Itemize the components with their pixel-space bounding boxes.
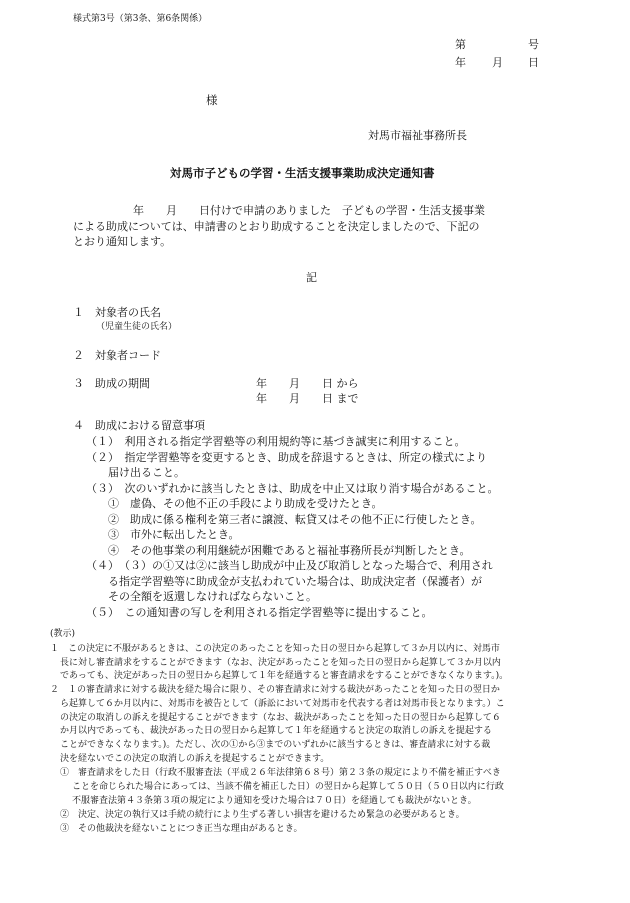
item-subject-name: １ 対象者の氏名 [73,306,161,319]
note-3-4: ④ その他事業の利用継続が困難であると福祉事務所長が判断したとき。 [108,544,471,557]
teaching-sub-3: ③ その他裁決を経ないことにつき正当な理由があるとき。 [60,824,303,834]
date-year-label: 年 [455,56,466,69]
note-3-1: ① 虚偽、その他不正の手段により助成を受けたとき。 [108,497,383,510]
body-line-1: 年 月 日付けで申請のありました 子どもの学習・生活支援事業 [133,204,485,217]
note-3-2: ② 助成に係る権利を第三者に譲渡、転貸又はその他不正に行使したとき。 [108,513,482,526]
teaching-2b: ら起算して６か月以内に、対馬市を被告として（訴訟において対馬市を代表する者は対馬市長となります。）こ [60,699,505,709]
period-from: 年 月 日 から [256,377,359,390]
teaching-2f: 決を経ないでこの決定の取消しの訴えを提起することができます。 [60,754,330,764]
note-2a: （２） 指定学習塾等を変更するとき、助成を辞退するときは、所定の様式により [86,451,488,464]
teaching-sub-1b: ことを命じられた場合にあっては、当該不備を補正した日）の翌日から起算して５０日（５０日以内に行政 [72,782,504,792]
item-subject-code: ２ 対象者コード [73,349,161,362]
item-period: ３ 助成の期間 [73,377,150,390]
issuer-name: 対馬市福祉事務所長 [368,129,467,142]
date-day-label: 日 [528,56,539,69]
teaching-2c: の決定の取消しの訴えを提起することができます（なお、裁決があったことを知った日の翌日から起算して６ [60,713,501,723]
teaching-2a: ２ １の審査請求に対する裁決を経た場合に限り、その審査請求に対する裁決があったことを知った日の翌日か [50,685,500,695]
document-number-label: 第 [455,38,466,51]
date-month-label: 月 [492,56,503,69]
teaching-sub-2: ② 決定、決定の執行又は手続の続行により生ずる著しい損害を避けるため緊急の必要があるとき。 [60,810,465,820]
teaching-2e: ことができなくなります。)。ただし、次の①から③までのいずれかに該当するときは、審査請求に対する裁 [60,740,491,750]
item-subject-name-sub: （児童生徒の氏名） [96,322,178,332]
body-line-3: とおり通知します。 [73,235,172,248]
item-notes-heading: ４ 助成における留意事項 [73,419,205,432]
note-4a: （４） （３）の①又は②に該当し助成が中止及び取消しとなった場合で、利用され [86,559,493,572]
note-3: （３） 次のいずれかに該当したときは、助成を中止又は取り消す場合があること。 [86,482,499,495]
teaching-1a: １ この決定に不服があるときは、この決定のあったことを知った日の翌日から起算して３か月以内に、対馬市 [50,644,500,654]
ki-heading: 記 [306,271,317,284]
teaching-sub-1c: 不服審査法第４３条第３項の規定により通知を受けた場合は７０日）を経過しても裁決がないとき。 [72,796,477,806]
form-number: 様式第3号（第3条、第6条関係） [73,14,208,24]
note-4b: る指定学習塾等に助成金が支払われていた場合は、助成決定者（保護者）が [108,575,482,588]
note-2b: 届け出ること。 [108,466,185,479]
teaching-1b: 長に対し審査請求をすることができます（なお、決定があったことを知った日の翌日から起算して３か月以内 [60,658,501,668]
document-number-suffix: 号 [528,38,539,51]
document-title: 対馬市子どもの学習・生活支援事業助成決定通知書 [170,166,435,180]
period-to: 年 月 日 まで [256,392,359,405]
recipient-honorific: 様 [206,93,218,107]
note-4c: その全額を返還しなければならないこと。 [108,590,317,603]
teaching-1c: であっても、決定があった日の翌日から起算して１年を経過すると審査請求をすることができなくなります。)。 [60,671,509,681]
teaching-2d: か月以内であっても、裁決があった日の翌日から起算して１年を経過すると決定の取消しの訴えを提起する [60,726,492,736]
note-3-3: ③ 市外に転出したとき。 [108,528,240,541]
note-5: （５） この通知書の写しを利用される指定学習塾等に提出すること。 [86,606,433,619]
note-1: （１） 利用される指定学習塾等の利用規約等に基づき誠実に利用すること。 [86,435,466,448]
teaching-heading: (教示) [50,629,76,639]
body-line-2: による助成については、申請書のとおり助成することを決定しましたので、下記の [73,220,480,233]
teaching-sub-1a: ① 審査請求をした日（行政不服審査法（平成２６年法律第６８号）第２３条の規定により不備を補正すべき [60,768,501,778]
